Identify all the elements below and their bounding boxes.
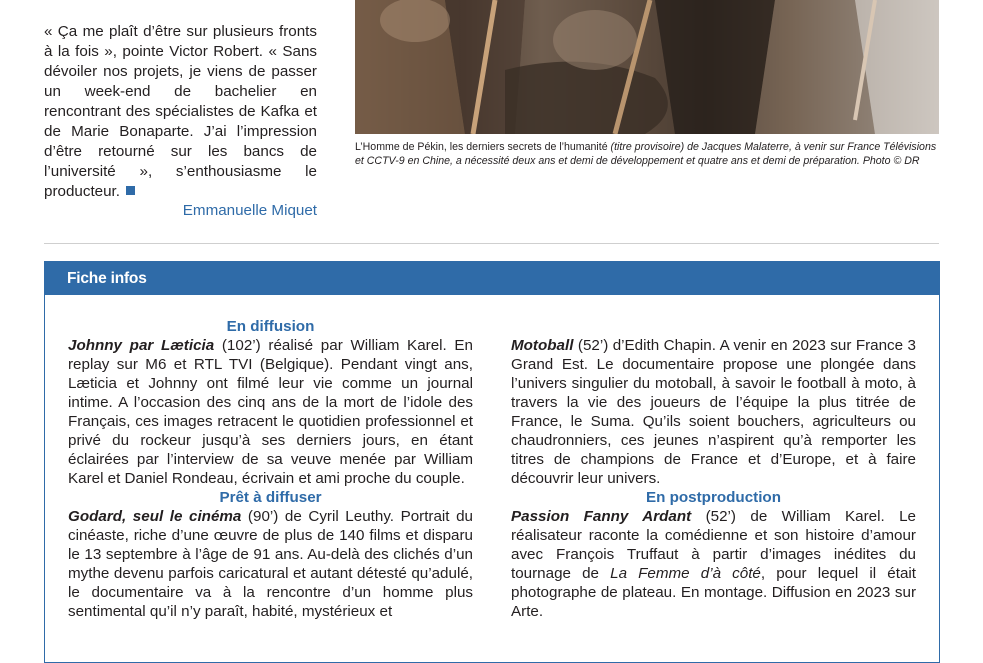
photo-caption: L’Homme de Pékin, les derniers secrets de l’humanité (titre provisoire) de Jacques Malaterre, à venir sur France Télévisions et CCTV-9 en Chine, a nécessité deux ans et demi de développement et quatre ans et demi de préparation. Photo © DR — [355, 141, 937, 167]
section-title-en-diffusion: En diffusion — [226, 318, 315, 335]
fiche-infos-header: Fiche infos — [45, 262, 939, 295]
entry-godard: Godard, seul le cinéma (90’) de Cyril Leuthy. Portrait du cinéaste, riche d’une œuvre de plus de 140 films et disparu le 13 septembre à l’âge de 91 ans. Au-delà des clichés d’un mythe devenu parfois caricatural et autant détesté qu’adulé, le documentaire va à la rencontre d’un homme plus sentimental qu’il n’y paraît, habité, mystérieux et — [68, 508, 474, 620]
fiche-column-left — [68, 317, 473, 621]
entry-title: Passion Fanny Ardant — [511, 508, 692, 525]
article-photo — [355, 0, 939, 134]
entry-fanny-ardant: Passion Fanny Ardant (52’) de William Karel. Le réalisateur raconte la comédienne et son histoire d’amour avec François Truffaut à partir d’images inédites du tournage de La Femme d’à côté, pour lequel il était photographe de plateau. En montage. Diffusion en 2023 sur Arte. — [511, 508, 917, 620]
section-title-pret-a-diffuser: Prêt à diffuser — [219, 489, 322, 506]
photo-scene-illustration — [355, 0, 939, 134]
end-of-article-icon — [126, 186, 135, 195]
column-spacer — [511, 317, 916, 336]
entry-title: Johnny par Læticia — [68, 337, 215, 354]
entry-johnny: Johnny par Læticia (102’) réalisé par William Karel. En replay sur M6 et RTL TVI (Belgique). Pendant vingt ans, Læticia et Johnny ont filmé leur vie comme un journal intime. A l’occasion des cinq ans de la mort de l’idole des Français, ces images retracent le quotidien professionnel et privé du rockeur jusqu’à ses derniers jours, en étant éclairées par l’interview de sa veuve menée par William Karel et Daniel Rondeau, écrivain et ami proche du couple. — [68, 337, 473, 487]
section-title-en-postproduction: En postproduction — [646, 489, 781, 506]
fiche-infos-box — [44, 261, 940, 663]
article-end — [44, 22, 317, 202]
section-divider — [44, 243, 939, 244]
article-author: Emmanuelle Miquet — [182, 202, 317, 219]
entry-motoball: Motoball (52’) d’Edith Chapin. A venir en 2023 sur France 3 Grand Est. Le documentaire propose une plongée dans l’univers singulier du motoball, à savoir le football à moto, à travers la vie des joueurs de l’équipe la plus titrée de France, le Suma. Qu’ils soient bouchers, agriculteurs ou chaudronniers, ces jeunes n’aspirent qu’à remporter les titres de champions de France et d’Europe, et à faire découvrir leur univers. — [511, 337, 916, 487]
article-paragraph: « Ça me plaît d’être sur plusieurs fronts à la fois », pointe Victor Robert. « Sans dévoiler nos projets, je viens de passer un week-end de bachelier en rencontrant des spécialistes de Kafka et de Marie Bonaparte. J’ai l’impression d’être retourné sur les bancs de l’université », s’enthousiasme le producteur. — [44, 23, 317, 200]
entry-title: Motoball — [511, 337, 574, 354]
entry-title: Godard, seul le cinéma — [68, 508, 242, 525]
film-title: La Femme d’à côté — [610, 565, 761, 582]
fiche-column-right — [511, 317, 916, 621]
